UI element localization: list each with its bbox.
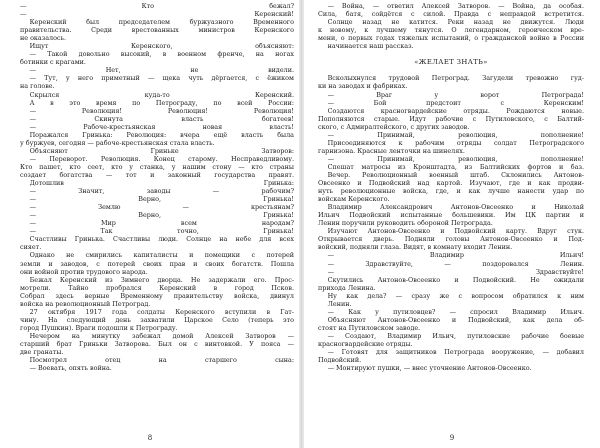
text-line: — Здравствуйте! — [327, 267, 584, 276]
text-line: ботинки с крагами. — [20, 58, 86, 67]
text-line: Счастливы Гринька. Счастливы люди. Солнце на небе для всех — [29, 235, 294, 244]
text-line: — Землю — крестьянам? — [29, 203, 294, 212]
text-line: стоят на Путиловском заводе. — [318, 323, 421, 332]
text-line: Ильич Подвойский испытанные большевики. Им ЦК партии и — [318, 211, 584, 220]
text-line: — Рабоче-крестьянская новая власть! — [29, 122, 294, 131]
text-line: Солнце назад не катится. Реки назад не движутся. Люди — [327, 18, 584, 27]
text-line: — Нет, не видели. — [29, 66, 294, 75]
text-line: Изучают Антонов-Овсеенко и Подвойский карту. Вдруг стук. — [327, 227, 584, 236]
text-line: — Кто бежал? — [20, 2, 294, 10]
chapter-body — [318, 74, 584, 372]
text-line: две гранаты. — [20, 348, 64, 357]
text-line: Ленин. — [327, 299, 352, 308]
text-line: город Пушкин). Враги подошли к Петрограду. — [20, 323, 178, 332]
text-line: старший брат Гриньки Затворова. Был он с винтовкой. У пояса — — [20, 339, 294, 348]
text-line: Спешат матросы из Кронштадта, из Балтийских фортов и баз. — [327, 162, 584, 171]
text-line: у буржуев, сегодня — рабоче-крестьянская стала власть. — [20, 138, 215, 147]
text-line: Дотошлив Гринька: — [29, 179, 294, 188]
right-page — [304, 0, 600, 448]
text-line: Пополняются старые. Идут рабочие с Путиловского, с Балтий- — [318, 114, 584, 123]
text-line: — Враг у ворот Петрограда! — [327, 90, 584, 99]
text-line: — Владимир Ильич! — [327, 251, 584, 260]
text-line: Скутились Антонов-Овсеенко и Подвойский. Не ожидали — [327, 275, 584, 284]
right-page-text — [318, 2, 584, 428]
text-line: ского, с Адмиралтейского, с других заводов. — [318, 122, 470, 131]
text-line: начинается наш рассказ. — [327, 42, 414, 51]
text-line: — Готовят для защитников Петрограда вооружение, — добавил — [327, 348, 584, 357]
text-line: Керенский был председателем буржуазного Временного — [29, 18, 294, 27]
text-line: Владимир Александрович Антонов-Овсеенко и Николай — [327, 203, 584, 212]
text-line: — Война, — ответил Алексей Затворов. — Война, да особая. — [327, 2, 584, 10]
text-line: создает богатства — тот и законный государства правят. — [20, 170, 294, 179]
text-line: Объясняют Гриньке Затворов: — [29, 146, 294, 155]
text-line: они войной против трудового народа. — [20, 267, 148, 276]
text-line: красногвардейские отряды. — [318, 339, 413, 348]
text-line: — Такой довольно высокий, в военном френче, на ногах — [29, 50, 294, 59]
text-line: — Так точно, Гринька! — [29, 227, 294, 236]
text-line: на голове. — [20, 82, 55, 91]
text-line: Всколыхнулся трудовой Петроград. Загудели тревожно гуд- — [327, 74, 584, 83]
text-line: войска на революционный Петроград. — [20, 299, 151, 308]
section-gap — [318, 50, 584, 58]
right-page-number: 9 — [449, 434, 455, 442]
text-line: Объясняют Антонов-Овсеенко и Подвойский, как дела об- — [327, 315, 584, 324]
text-line: мотрели. Тайно пробрался Керенский в город Псков. — [20, 283, 294, 292]
text-line: — Скинута власть богатеев! — [29, 114, 294, 123]
text-line: Бежал Керенский из Зимнего дворца. Не задержали его. Прос- — [29, 275, 294, 284]
text-line: 27 октября 1917 года солдаты Керенского вступили в Гат- — [29, 307, 294, 316]
left-page-number: 8 — [147, 434, 153, 442]
text-line: — Монтируют пушки, — внес уточнение Антонов-Овсеенко. — [327, 364, 532, 373]
text-line: — Принимай, революция, пополнение! — [327, 154, 584, 163]
text-line: чину. На следующий день захватили Царское Село (теперь это — [20, 315, 294, 324]
text-line: — Воевать, опять война. — [29, 364, 112, 373]
text-line: Собрал здесь верные Временному правительству войска, двинул — [20, 291, 294, 300]
text-line: — Значит, заводы — рабочим? — [29, 187, 294, 196]
text-line: Поражался Гринька: Революция: вчера ещё власть была — [29, 130, 294, 139]
text-line: — Тут, у него приметный — щека чуть дёргается, с ёжиком — [29, 74, 294, 83]
text-line: Подвойский. — [318, 356, 362, 365]
text-line: войскам Керенского. — [318, 195, 390, 204]
text-line: не оказалось. — [20, 34, 67, 43]
section-gap — [318, 66, 584, 74]
text-line: Открывается дверь. Подняли головы Антонов-Овсеенко и Под- — [318, 235, 584, 244]
text-line: — Керенский! — [20, 10, 294, 19]
text-line: — Бой предстоит с Керенским! — [327, 98, 584, 107]
text-line: Кто пашет, кто сеет, кто у станка, у нашим стону — кто страны — [20, 162, 294, 171]
text-line: — Верно, Гринька! — [29, 195, 294, 204]
text-line: А в это время по Петрограду, по всей России: — [29, 98, 294, 107]
text-line: Посмотрел отец на старшего сына: — [29, 356, 294, 365]
text-line: Скрылся куда-то Керенский. — [29, 90, 294, 99]
text-line: Создаются красногвардейские отряды. Рождаются новые. — [327, 106, 584, 115]
text-line: Вечер. Революционный военный штаб. Склонились Антонов- — [327, 170, 584, 179]
text-line: — Переворот. Революция. Конец старому. Несправедливому. — [29, 154, 294, 163]
text-line: правительства. Среди врестованных министров Керенского — [20, 26, 294, 35]
text-line: земли и заводов, с потерей своих прав и своих богатств. Пошла — [20, 259, 294, 268]
text-line: ки на заводах и фабриках. — [318, 82, 408, 91]
text-line: — Принимай, революция, пополнение! — [327, 130, 584, 139]
text-line: Нечером на минутку забежал домой Алексей Затворов — — [29, 331, 294, 340]
text-line: — Создают, Владимир Ильич, путиловские рабочие боевые — [327, 331, 584, 340]
text-line: Ищут Керенского, объясняют: — [29, 42, 294, 51]
text-line: — Как у путиловцев? — спросил Владимир Ильич. — [327, 307, 584, 316]
text-line: Ну как дела? — сразу же с вопросом обратился к ним — [327, 291, 584, 300]
text-line: Овсеенко и Подвойский над картой. Изучают, где и как продви- — [318, 179, 584, 188]
text-line: прихода Ленина. — [318, 283, 376, 292]
text-line: войский, подняли глаза. Видят, в комнату входит Ленин. — [318, 243, 513, 252]
text-line: — Революция! Революция! Революция! — [29, 106, 294, 115]
text-line: Присоединяются к рабочим отряды солдат Петроградского — [327, 138, 584, 147]
text-line: — Верно, Гринька! — [29, 211, 294, 220]
chapter-heading: «ЖЕЛАЕТ ЗНАТЬ» — [414, 58, 488, 67]
chapter-ending — [318, 2, 584, 50]
text-line: мени, о первых годах тяжелых испытаний, о гражданской войне в России — [318, 34, 584, 43]
text-line: Сила, батя, сойдётся с силой. Правда с неправдой встретится. — [318, 10, 584, 19]
text-line: к новому, к лучшему тянутся. О легендарном, героическом вре- — [318, 26, 584, 35]
text-line: гарнизона. Красные ленточки на шинелях. — [318, 146, 465, 155]
text-line: — Мир всем народам? — [29, 219, 294, 228]
left-page-text — [20, 2, 294, 428]
text-line: сияет. — [20, 243, 42, 252]
text-line: Однако не смирились капиталисты и помещики с потерей — [29, 251, 294, 260]
text-line: — Здравствуйте, — поздоровался Ленин. — [327, 259, 584, 268]
text-line: Ленин поручили руководить обороной Петрограда. — [318, 219, 493, 228]
text-line: нуть революционные войска, где, и как лучше нанести удар по — [318, 187, 584, 196]
